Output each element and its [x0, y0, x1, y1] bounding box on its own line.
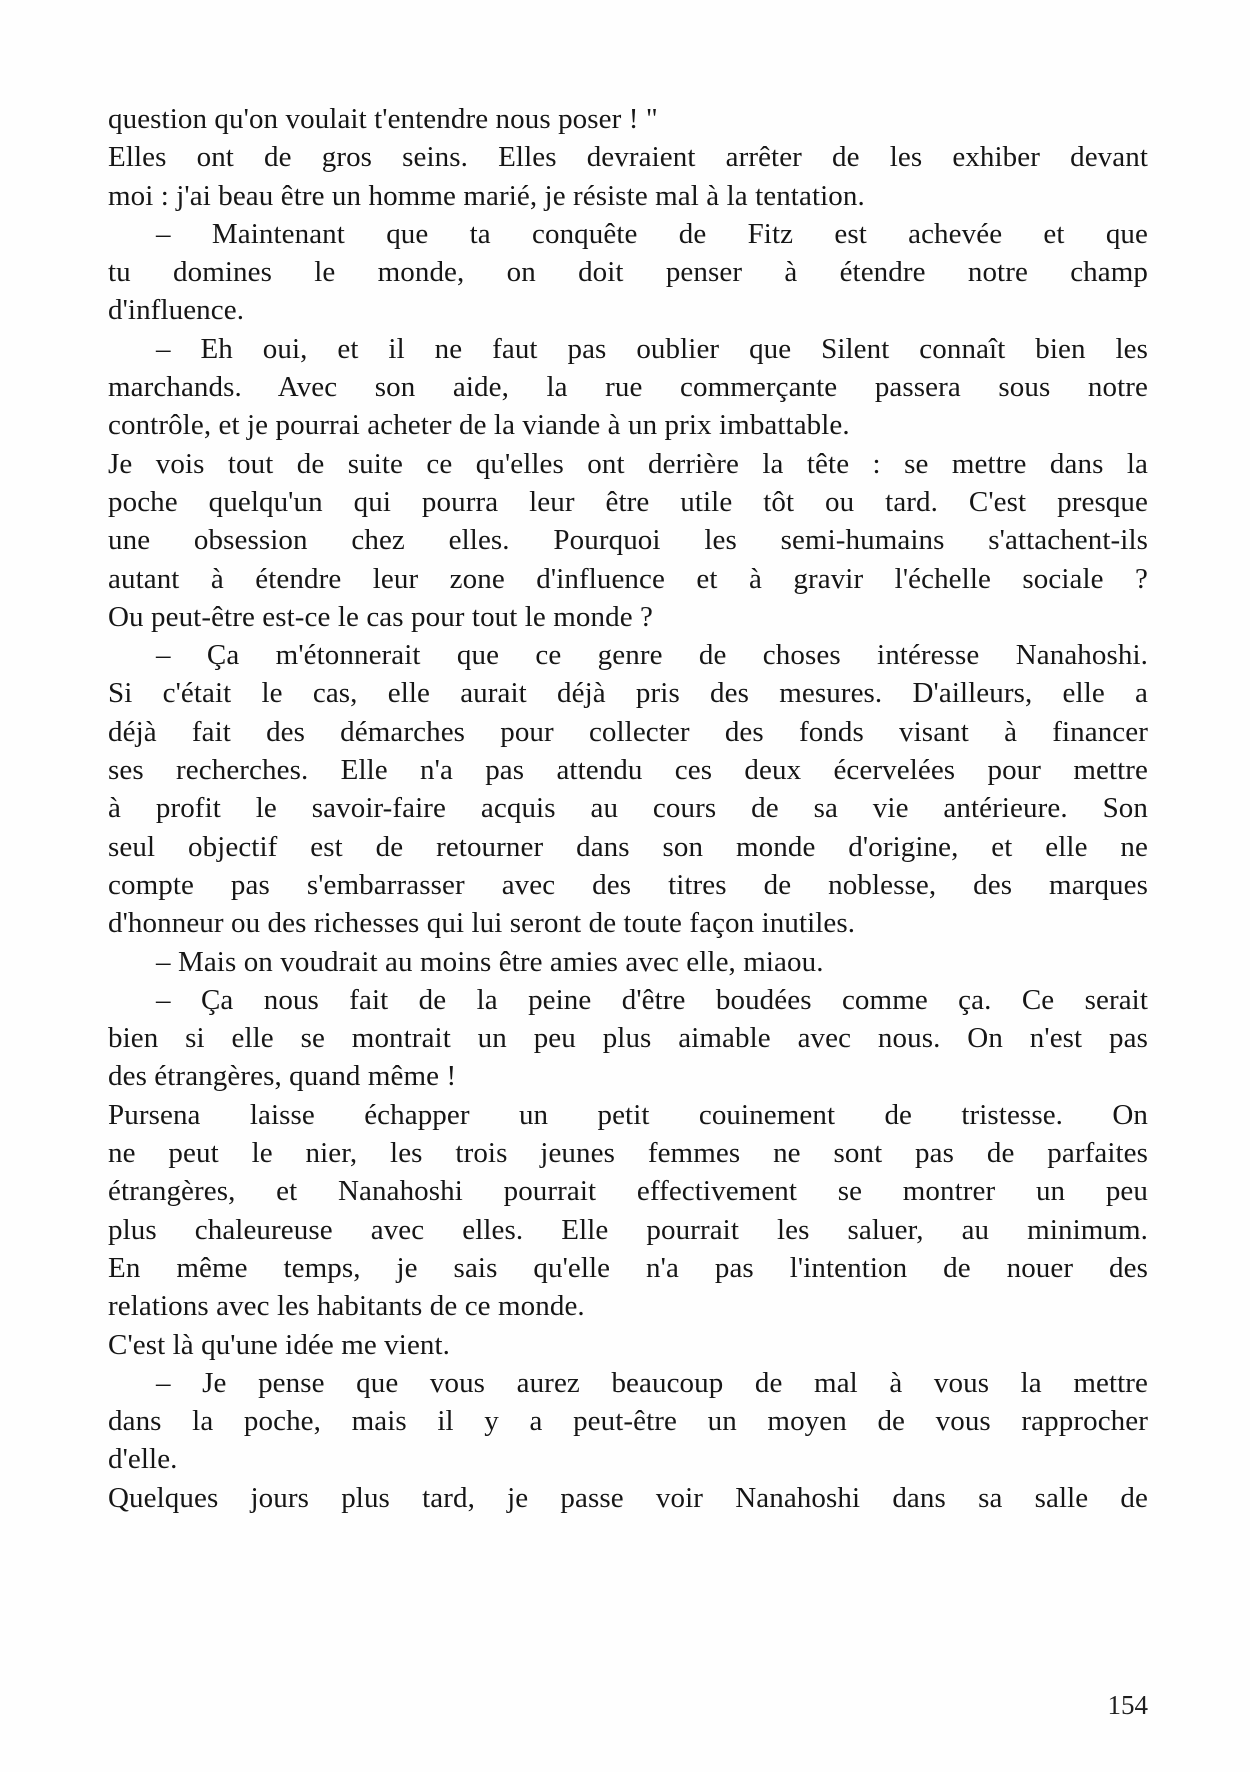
text-line: – Je pense que vous aurez beaucoup de mal à vous la mettre [156, 1366, 1148, 1399]
text-line: contrôle, et je pourrai acheter de la viande à un prix imbattable. [108, 409, 850, 442]
text-line: – Maintenant que ta conquête de Fitz est achevée et que [156, 217, 1148, 250]
text-line: déjà fait des démarches pour collecter des fonds visant à financer [108, 715, 1148, 748]
text-line: Elles ont de gros seins. Elles devraient arrêter de les exhiber devant [108, 141, 1148, 174]
text-line: Quelques jours plus tard, je passe voir Nanahoshi dans sa salle de [108, 1481, 1148, 1514]
text-line: Pursena laisse échapper un petit couinement de tristesse. On [108, 1098, 1148, 1131]
text-line: relations avec les habitants de ce monde. [108, 1290, 585, 1323]
text-line: autant à étendre leur zone d'influence et à gravir l'échelle sociale ? [108, 562, 1148, 595]
text-line: Si c'était le cas, elle aurait déjà pris des mesures. D'ailleurs, elle a [108, 677, 1148, 710]
text-line: des étrangères, quand même ! [108, 1060, 457, 1093]
text-line: Je vois tout de suite ce qu'elles ont derrière la tête : se mettre dans la [108, 447, 1148, 480]
page-number: 154 [1107, 1690, 1148, 1720]
text-line: – Ça nous fait de la peine d'être boudées comme ça. Ce serait [156, 983, 1148, 1016]
text-line: ses recherches. Elle n'a pas attendu ces deux écervelées pour mettre [108, 754, 1148, 787]
text-line: bien si elle se montrait un peu plus aimable avec nous. On n'est pas [108, 1022, 1148, 1055]
text-line: question qu'on voulait t'entendre nous poser ! " [108, 103, 658, 135]
text-line: – Mais on voudrait au moins être amies avec elle, miaou. [156, 945, 824, 978]
text-line: seul objectif est de retourner dans son monde d'origine, et elle ne [108, 830, 1148, 863]
text-line: d'elle. [108, 1443, 178, 1476]
text-line: Ou peut-être est-ce le cas pour tout le monde ? [108, 600, 654, 633]
text-line: En même temps, je sais qu'elle n'a pas l'intention de nouer des [108, 1251, 1148, 1284]
text-line: marchands. Avec son aide, la rue commerçante passera sous notre [108, 371, 1148, 404]
text-line: une obsession chez elles. Pourquoi les semi-humains s'attachent-ils [108, 524, 1148, 557]
text-line: à profit le savoir-faire acquis au cours de sa vie antérieure. Son [108, 792, 1148, 825]
text-line: dans la poche, mais il y a peut-être un moyen de vous rapprocher [108, 1405, 1148, 1438]
text-line: moi : j'ai beau être un homme marié, je résiste mal à la tentation. [108, 179, 865, 212]
text-line: tu domines le monde, on doit penser à étendre notre champ [108, 256, 1148, 289]
text-line: d'honneur ou des richesses qui lui seront de toute façon inutiles. [108, 907, 856, 940]
text-line: compte pas s'embarrasser avec des titres de noblesse, des marques [108, 868, 1148, 901]
text-line: – Ça m'étonnerait que ce genre de choses intéresse Nanahoshi. [156, 639, 1148, 672]
body-text [108, 100, 1148, 1517]
text-line: plus chaleureuse avec elles. Elle pourrait les saluer, au minimum. [108, 1213, 1148, 1246]
text-line: d'influence. [108, 294, 245, 327]
text-line: C'est là qu'une idée me vient. [108, 1328, 451, 1361]
text-line: – Eh oui, et il ne faut pas oublier que Silent connaît bien les [156, 332, 1148, 365]
text-line: poche quelqu'un qui pourra leur être utile tôt ou tard. C'est presque [108, 485, 1148, 518]
text-line: ne peut le nier, les trois jeunes femmes ne sont pas de parfaites [108, 1137, 1148, 1170]
text-line: étrangères, et Nanahoshi pourrait effectivement se montrer un peu [108, 1175, 1148, 1208]
